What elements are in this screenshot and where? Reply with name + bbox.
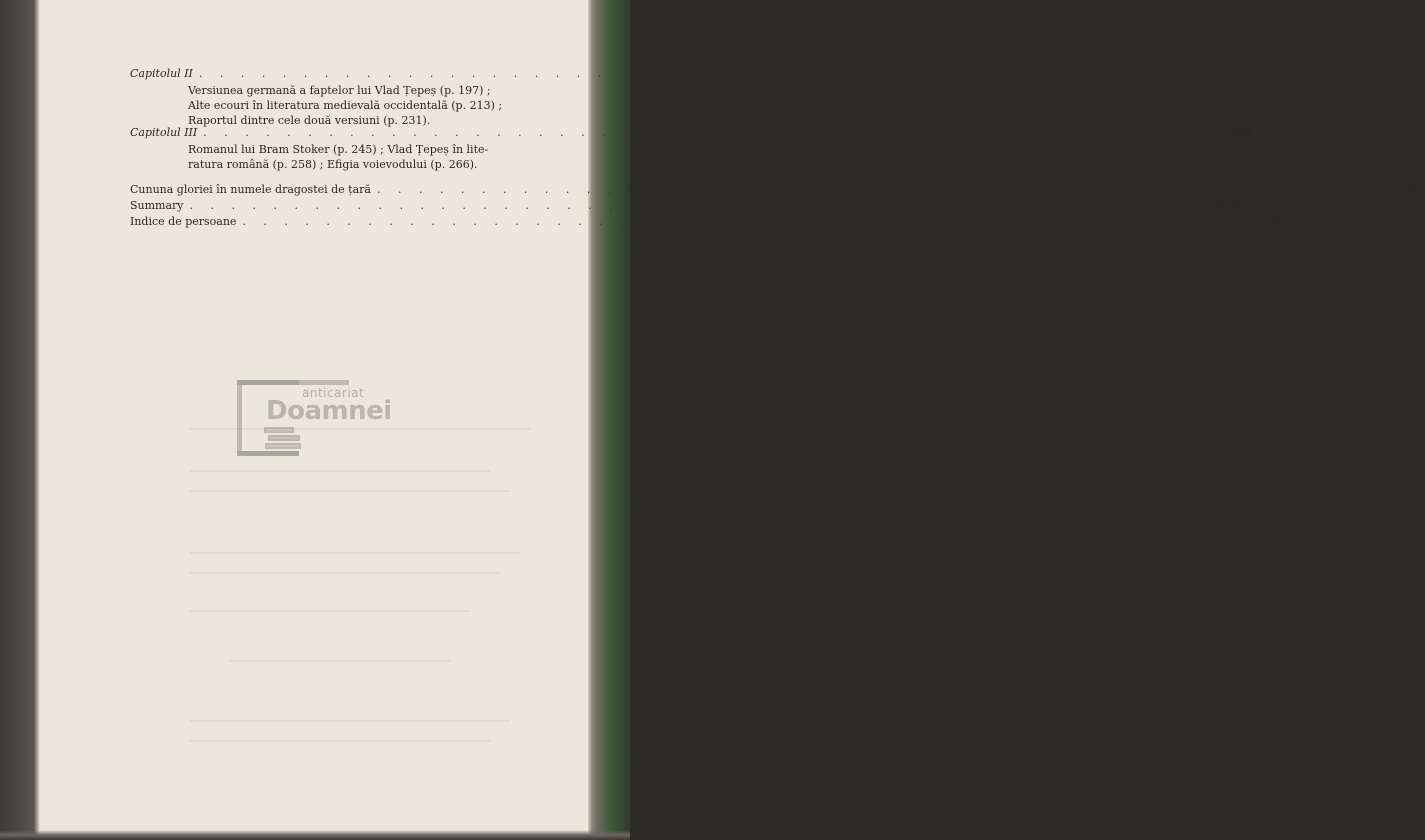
toc-subentry: Versiunea germană a faptelor lui Vlad Țepeș (p. 197) ; [188, 84, 491, 97]
toc-entry-page: 245 [1230, 126, 1252, 139]
toc-entry-page: 285 [1269, 215, 1291, 228]
show-through-line [190, 720, 510, 722]
toc-subentry: Alte ecouri în literatura medievală occidentală (p. 213) ; [188, 99, 503, 112]
toc-subentry: Romanul lui Bram Stoker (p. 245) ; Vlad Țepeș în lite- [188, 143, 489, 156]
show-through-line [230, 660, 450, 662]
toc-entry-label: Summary [130, 199, 184, 212]
watermark-text-big: Doamnei [266, 396, 392, 426]
show-through-line [190, 572, 500, 574]
watermark-text-small: anticariat [302, 386, 365, 400]
book-page [40, 0, 1425, 832]
books-icon [262, 425, 306, 451]
show-through-line [190, 610, 470, 612]
dot-leader: . . . . . . . . . . . . . . . . . . . . . . . . . . . . . . . . . . . . . . . . . . . . . . . . . [203, 126, 1222, 139]
watermark-frame-top [237, 380, 349, 385]
show-through-line [190, 470, 490, 472]
toc-entry-page: 197 [1226, 67, 1248, 80]
toc-subentry: Raportul dintre cele două versiuni (p. 231). [188, 114, 431, 127]
toc-subentry: ratura română (p. 258) ; Efigia voievodului (p. 266). [188, 158, 478, 171]
dot-leader: . . . . . . . . . . . . . . . . . . . . . . . . . . . . . . . . . . . . . . . . . . . . . . . . . [376, 183, 1396, 196]
toc-entry [130, 214, 1291, 230]
show-through-line [190, 552, 520, 554]
dot-leader: . . . . . . . . . . . . . . . . . . . . . . . . . . . . . . . . . . . . . . . . . . . . . . . . . [189, 199, 1208, 212]
show-through-line [190, 740, 490, 742]
toc-entry-label: Cununa gloriei în numele dragostei de țară [130, 183, 371, 196]
toc-entry-page: 271 [1404, 183, 1425, 196]
dot-leader: . . . . . . . . . . . . . . . . . . . . . . . . . . . . . . . . . . . . . . . . . . . . . . . . . [242, 215, 1261, 228]
toc-entry [130, 198, 1238, 214]
photo-bottom-edge [0, 830, 630, 840]
toc-entry-label: Capitolul III [130, 126, 198, 139]
toc-entry-chapter-2 [130, 66, 1248, 82]
toc-entry-label: Capitolul II [130, 67, 193, 80]
watermark-frame-bottom [237, 451, 299, 456]
show-through-line [190, 490, 510, 492]
toc-entry-chapter-3 [130, 125, 1252, 141]
toc-entry [130, 182, 1425, 198]
toc-entry-page: 275 [1216, 199, 1238, 212]
dot-leader: . . . . . . . . . . . . . . . . . . . . . . . . . . . . . . . . . . . . . . . . . . . . . . . . . [198, 67, 1218, 80]
toc-entry-label: Indice de persoane [130, 215, 237, 228]
